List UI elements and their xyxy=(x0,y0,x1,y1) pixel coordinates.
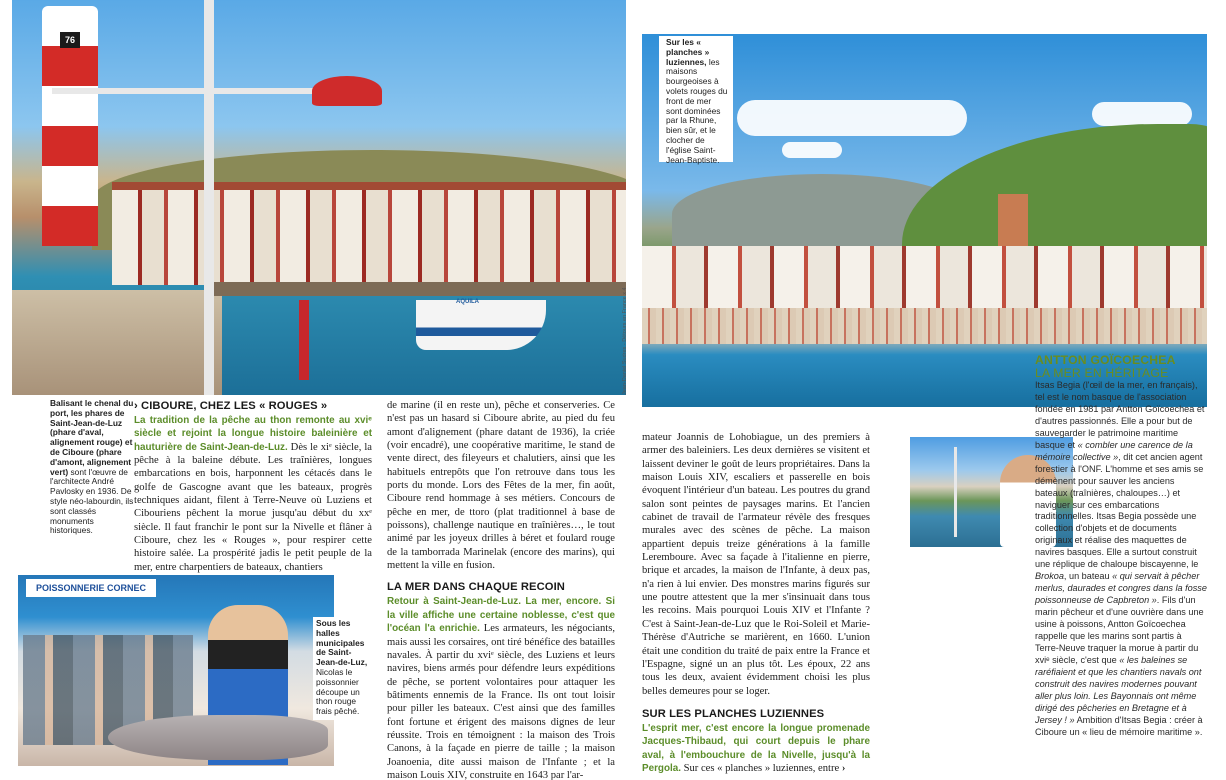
section-text-ciboure: Dès le xiᵉ siècle, la pêche à la baleine débute. Les traînières, longues embarcations en bois, harponnent les cétacés dans le golfe de Gascogne avant que les bateaux, progrès techniques aidant, filent à Terre-Neuve où Luziens et Cibouriens pêchent la morue jusqu'au début du xxᵉ siècle. Il faut franchir le pont sur la Nivelle et flâner à Ciboure, chez les « Rouges », pour respirer cette histoire salée. La prospérité jadis le petit peuple de la mer, entre charpentiers de bateaux, chantiers xyxy=(134,441,372,573)
caption-lighthouses-bold: Balisant le chenal du port, les phares de Saint-Jean-de-Luz (phare d'aval, alignement rouge) et de Ciboure (phare d'amont, alignement vert) xyxy=(50,398,134,477)
section-lead-recoin: Retour à Saint-Jean-de-Luz. La mer, encore. Si la ville affiche une certaine noblesse, c'est que l'océan l'a enrichie. xyxy=(387,596,615,635)
market-sign: POISSONNERIE CORNEC xyxy=(26,579,156,597)
caption-planches xyxy=(659,36,733,165)
sidebar-title xyxy=(1035,354,1207,380)
boat-name: AQUILA xyxy=(456,299,479,305)
photo-credit: Jean-Daniel Sudres - Détours en France x 4 xyxy=(622,287,628,395)
lighthouse-number: 76 xyxy=(60,32,80,48)
caption-planches-text: les maisons bourgeoises à volets rouges du front de mer sont dominées par la Rhune, bien sûr, et le clocher de l'église Saint-Jean-Baptiste. xyxy=(666,56,728,165)
fishing-boat xyxy=(416,300,546,350)
caption-planches-bold: Sur les « planches » luziennes, xyxy=(666,37,710,67)
sidebar-title-name: ANTTON GOÏCOECHEA xyxy=(1035,353,1176,367)
section-heading-recoin: LA MER DANS CHAQUE RECOIN xyxy=(387,581,565,594)
sidebar-title-sub: LA MER EN HÉRITAGE xyxy=(1035,366,1169,380)
article-column-2 xyxy=(387,399,615,780)
article-column-1 xyxy=(134,399,372,574)
section-text-planches: Sur ces « planches » luziennes, entre xyxy=(680,762,840,774)
caption-market-bold: Sous les halles municipales de Saint-Jean-de-Luz, xyxy=(316,618,368,668)
section-lead-planches: L'esprit mer, c'est encore la longue promenade Jacques-Thibaud, qui court depuis le phare aval, à l'embouchure de la Nivelle, jusqu'à la Pergola. xyxy=(642,722,870,774)
article-column-3 xyxy=(642,431,870,775)
section-text-ciboure-cont: de marine (il en reste un), pêche et conserveries. Ce n'est pas un hasard si Ciboure abrite, au pied du feu amont d'alignement (phare datant de 1936), la criée (voir encadré), une coopérative maritime, le stand de vente direct, des fileyeurs et chalutiers, ainsi que les habituels entrepôts que l'on retrouve dans tous les ports du monde. Lors des Fêtes de la mer, fin août, Ciboure rend hommage à ses métiers. Concours de pêche en mer, de ttoro (plat traditionnel à base de poissons), challenge nautique en traînières…, le tout animé par les joyeux drilles à béret et foulard rouge de la tamborrada Marinelak (encore des marins), qui mettent la ville en fusion. xyxy=(387,400,615,572)
section-heading-ciboure: › CIBOURE, CHEZ LES « ROUGES » xyxy=(134,400,328,412)
section-heading-planches: SUR LES PLANCHES LUZIENNES xyxy=(642,707,825,720)
continue-arrow-icon: › xyxy=(841,762,846,774)
photo-ciboure-harbour xyxy=(12,0,626,395)
section-lead-ciboure: La tradition de la pêche au thon remonte au xviᵉ siècle et rejoint la longue histoire baleinière et hauturière de Saint-Jean-de-Luz. xyxy=(134,415,372,453)
section-text-recoin: Les armateurs, les négociants, mais aussi les corsaires, ont tiré bénéfice des batailles navales. À partir du xviᵉ siècle, des Luziens et leurs navires, biens armés pour défendre leurs expéditions de pêche, se portent volontaires pour attaquer les bâtiments ennemis de la France. Ils ont tout loisir pour piller les bateaux. C'est ainsi que des familles font fortune et érigent des maisons dignes de leur réussite. Trois en témoignent : la maison des Trois Canons, à la façade en pierre de taille ; la maison Joanoenia, dite aussi maison de l'Infante ; et la maison Louis XIV, construite en 1643 par l'ar- xyxy=(387,623,615,780)
section-text-recoin-cont: mateur Joannis de Lohobiague, un des premiers à armer des baleiniers. Les deux dernières se visitent et laissent deviner le goût de leurs propriétaires. Dans la maison Louis XIV, escaliers et passerelle en bois évoquent l'intérieur d'un bateau. Les poutres du grand salon sont peintes de paysages marins. Et l'ancien cabinet de travail de l'armateur révèle des fresques murales avec des scènes de pêche. La maison appartient depuis treize générations à la famille Leremboure. Avec sa façade à l'italienne en pierre, brique et arcades, la maison de l'Infante, à deux pas, n'a rien à lui envier. Des monstres marins figurés sur une poutre attestent que la mer s'insinuait dans tous les recoins. Mais pourquoi Louis XIV et l'Infante ? C'est à Saint-Jean-de-Luz que le Roi-Soleil et Marie-Thérèse d'Autriche se marièrent, en 1660. L'union était une condition du traité de paix entre la France et l'Espagne, signé un an plus tôt. Les époux, 22 ans tous les deux, avaient évidemment choisi les plus belles demeures pour se loger. xyxy=(642,432,870,697)
photo-market-halls xyxy=(18,575,334,766)
sidebar-body: Itsas Begia (l'œil de la mer, en français), tel est le nom basque de l'association fondée en 1981 par Antton Goïcoechea et d'autres passionnés. Elle a pour but de sauvegarder le patrimoine maritime basque et « combler une carence de la mémoire collective », dit cet ancien agent forestier à l'ONF. L'homme et ses amis se démènent pour sauver les anciens bateaux (traînières, chaloupes…) et naviguer sur ces embarcations traditionnelles. Itsas Begia possède une collection d'objets et de documents originaux et réalise des maquettes de navires basques. Elle a surtout construit une réplique de chaloupe biscayenne, le Brokoa, un bateau « qui servait à pêcher merlus, daurades et congres dans la fosse poissonneuse de Capbreton ». Fils d'un marin pêcheur et d'une ouvrière dans une usine à poissons, Antton Goïcoechea rappelle que les marins sont partis à Terre-Neuve traquer la morue à partir du xviᵉ siècle, c'est que « les baleines se raréfiaient et que les chantiers navals ont construit des navires modernes pouvant aller plus loin. Les Bayonnais ont même dirigé des pêcheries en Bretagne et à Jersey ! » Ambition d'Itsas Begia : créer à Ciboure un « lieu de mémoire maritime ». xyxy=(1035,380,1207,737)
caption-lighthouses-text: sont l'œuvre de l'architecte André Pavlosky en 1936. De style néo-labourdin, ils sont classés monuments historiques. xyxy=(50,466,134,536)
caption-market-text: Nicolas le poissonnier découpe un thon rouge frais pêché. xyxy=(316,666,360,717)
caption-lighthouses xyxy=(50,399,134,536)
caption-market xyxy=(313,617,371,720)
